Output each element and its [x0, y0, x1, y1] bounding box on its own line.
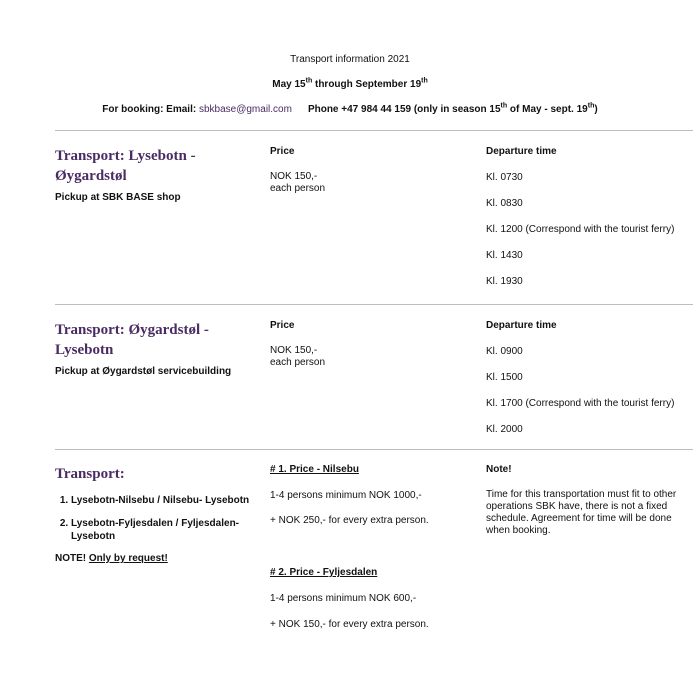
departure-time: Kl. 0830: [486, 198, 523, 209]
note-header: Note!: [486, 464, 512, 475]
price-fyljesdalen-extra: + NOK 150,- for every extra person.: [270, 619, 429, 630]
booking-label: For booking: Email:: [102, 104, 199, 115]
list-item: 2. Lysebotn-Fyljesdalen / Fyljesdalen-Lysebotn: [71, 517, 255, 543]
dates-mid: through September 19: [312, 79, 422, 90]
pickup-location: Pickup at SBK BASE shop: [55, 192, 181, 203]
route-list: [55, 494, 255, 543]
dates-sup-2: th: [421, 77, 428, 85]
dates-sup-1: th: [305, 77, 313, 85]
season-dates: [0, 79, 700, 90]
request-note-prefix: NOTE!: [55, 553, 89, 564]
phone-sup-2: th: [587, 102, 595, 110]
booking-email-link[interactable]: sbkbase@gmail.com: [198, 104, 292, 115]
price-header: Price: [270, 320, 295, 331]
departure-column: [486, 146, 696, 287]
route-title-line-2: Lysebotn: [55, 342, 114, 358]
dates-prefix: May 15: [272, 79, 306, 90]
route-title-line-2: Øygardstøl: [55, 168, 127, 184]
request-note-text: Only by request!: [88, 553, 168, 564]
departure-time: Kl. 1200 (Correspond with the tourist ferry): [486, 224, 675, 235]
route-column: [55, 320, 255, 377]
price-column: [270, 146, 470, 195]
divider: [55, 304, 693, 305]
price-nilsebu-base: 1-4 persons minimum NOK 1000,-: [270, 490, 422, 501]
route-title-line-1: Transport: Lysebotn -: [55, 148, 196, 164]
note-text: Time for this transportation must fit to other operations SBK have, there is not a fixed schedule. Agreement for time will be done when booking.: [486, 489, 677, 536]
price-value: NOK 150,-: [270, 345, 318, 356]
price-column: [270, 320, 470, 369]
route-title: Transport:: [55, 466, 125, 482]
route-column: [55, 464, 255, 564]
divider: [55, 449, 693, 450]
phone-sup-1: th: [500, 102, 508, 110]
price-unit: each person: [270, 183, 326, 194]
departure-column: [486, 320, 696, 435]
request-note: [55, 553, 255, 564]
price-fyljesdalen-base: 1-4 persons minimum NOK 600,-: [270, 593, 417, 604]
departure-time: Kl. 1430: [486, 250, 523, 261]
route-title: [55, 146, 255, 186]
route-title-line-1: Transport: Øygardstøl -: [55, 322, 209, 338]
list-item: 1. Lysebotn-Nilsebu / Nilsebu- Lysebotn: [71, 494, 255, 507]
departure-header: Departure time: [486, 320, 557, 331]
departure-time: Kl. 1700 (Correspond with the tourist ferry): [486, 398, 675, 409]
price-unit: each person: [270, 357, 326, 368]
booking-contact: [0, 104, 700, 115]
price-fyljesdalen-header: # 2. Price - Fyljesdalen: [270, 567, 378, 578]
phone-mid: of May - sept. 19: [507, 104, 588, 115]
departure-time: Kl. 0900: [486, 346, 523, 357]
route-title: [55, 320, 255, 360]
pickup-location: Pickup at Øygardstøl servicebuilding: [55, 366, 232, 377]
price-header: Price: [270, 146, 295, 157]
price-nilsebu-extra: + NOK 250,- for every extra person.: [270, 515, 429, 526]
note-column: [486, 464, 696, 537]
divider: [55, 130, 693, 131]
phone-prefix: Phone +47 984 44 159 (only in season 15: [307, 104, 501, 115]
departure-time: Kl. 1500: [486, 372, 523, 383]
route-column: [55, 146, 255, 203]
departure-time: Kl. 2000: [486, 424, 523, 435]
phone-suffix: ): [594, 104, 598, 115]
page-title: Transport information 2021: [290, 54, 410, 65]
price-value: NOK 150,-: [270, 171, 318, 182]
price-nilsebu-header: # 1. Price - Nilsebu: [270, 464, 359, 475]
departure-header: Departure time: [486, 146, 557, 157]
departure-time: Kl. 1930: [486, 276, 523, 287]
departure-time: Kl. 0730: [486, 172, 523, 183]
